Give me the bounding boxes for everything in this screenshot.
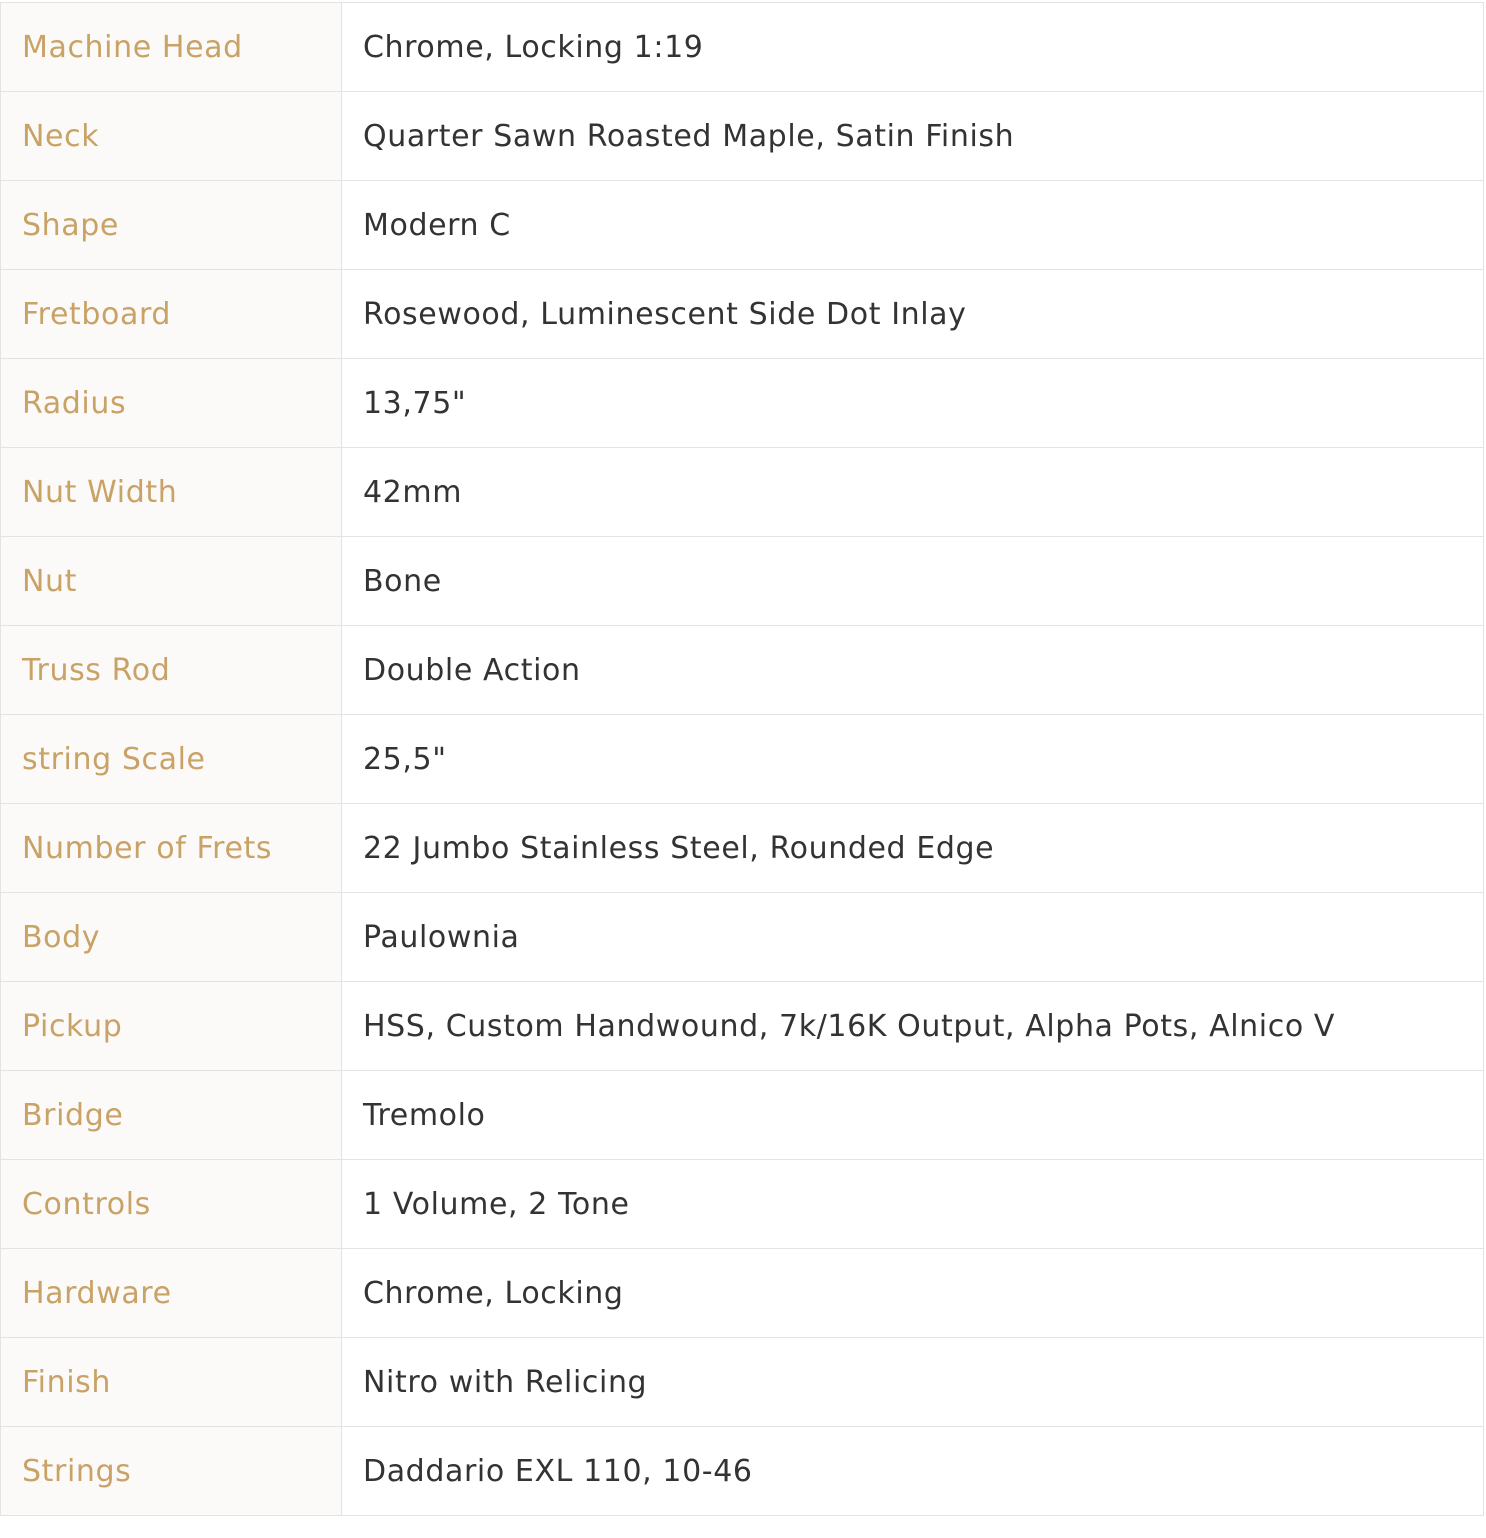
table-row	[1, 1249, 1484, 1338]
spec-value: Paulownia	[342, 893, 1484, 982]
spec-value: Quarter Sawn Roasted Maple, Satin Finish	[342, 92, 1484, 181]
table-row	[1, 181, 1484, 270]
table-row	[1, 1160, 1484, 1249]
table-row	[1, 359, 1484, 448]
table-row	[1, 1071, 1484, 1160]
table-row	[1, 448, 1484, 537]
table-row	[1, 893, 1484, 982]
spec-value: HSS, Custom Handwound, 7k/16K Output, Alpha Pots, Alnico V	[342, 982, 1484, 1071]
table-row	[1, 1338, 1484, 1427]
spec-label: Shape	[1, 181, 342, 270]
spec-label: Bridge	[1, 1071, 342, 1160]
spec-label: Nut	[1, 537, 342, 626]
spec-label: Truss Rod	[1, 626, 342, 715]
table-row	[1, 715, 1484, 804]
spec-label: Pickup	[1, 982, 342, 1071]
spec-label: Hardware	[1, 1249, 342, 1338]
spec-label: Neck	[1, 92, 342, 181]
spec-label: Finish	[1, 1338, 342, 1427]
spec-label: Nut Width	[1, 448, 342, 537]
spec-value: Double Action	[342, 626, 1484, 715]
table-row	[1, 1427, 1484, 1516]
spec-table	[0, 2, 1484, 1516]
spec-value: 13,75"	[342, 359, 1484, 448]
spec-label: Controls	[1, 1160, 342, 1249]
spec-value: Daddario EXL 110, 10-46	[342, 1427, 1484, 1516]
spec-value: Bone	[342, 537, 1484, 626]
table-row	[1, 270, 1484, 359]
table-row	[1, 537, 1484, 626]
spec-value: Tremolo	[342, 1071, 1484, 1160]
spec-label: string Scale	[1, 715, 342, 804]
table-row	[1, 92, 1484, 181]
spec-label: Fretboard	[1, 270, 342, 359]
table-row	[1, 804, 1484, 893]
spec-label: Machine Head	[1, 3, 342, 92]
spec-table-body	[1, 3, 1484, 1516]
spec-value: Chrome, Locking 1:19	[342, 3, 1484, 92]
spec-label: Radius	[1, 359, 342, 448]
spec-label: Strings	[1, 1427, 342, 1516]
spec-label: Body	[1, 893, 342, 982]
spec-value: 42mm	[342, 448, 1484, 537]
spec-value: Rosewood, Luminescent Side Dot Inlay	[342, 270, 1484, 359]
spec-value: Nitro with Relicing	[342, 1338, 1484, 1427]
spec-value: 25,5"	[342, 715, 1484, 804]
table-row	[1, 3, 1484, 92]
table-row	[1, 626, 1484, 715]
spec-value: Modern C	[342, 181, 1484, 270]
spec-value: Chrome, Locking	[342, 1249, 1484, 1338]
spec-value: 22 Jumbo Stainless Steel, Rounded Edge	[342, 804, 1484, 893]
table-row	[1, 982, 1484, 1071]
spec-value: 1 Volume, 2 Tone	[342, 1160, 1484, 1249]
spec-label: Number of Frets	[1, 804, 342, 893]
